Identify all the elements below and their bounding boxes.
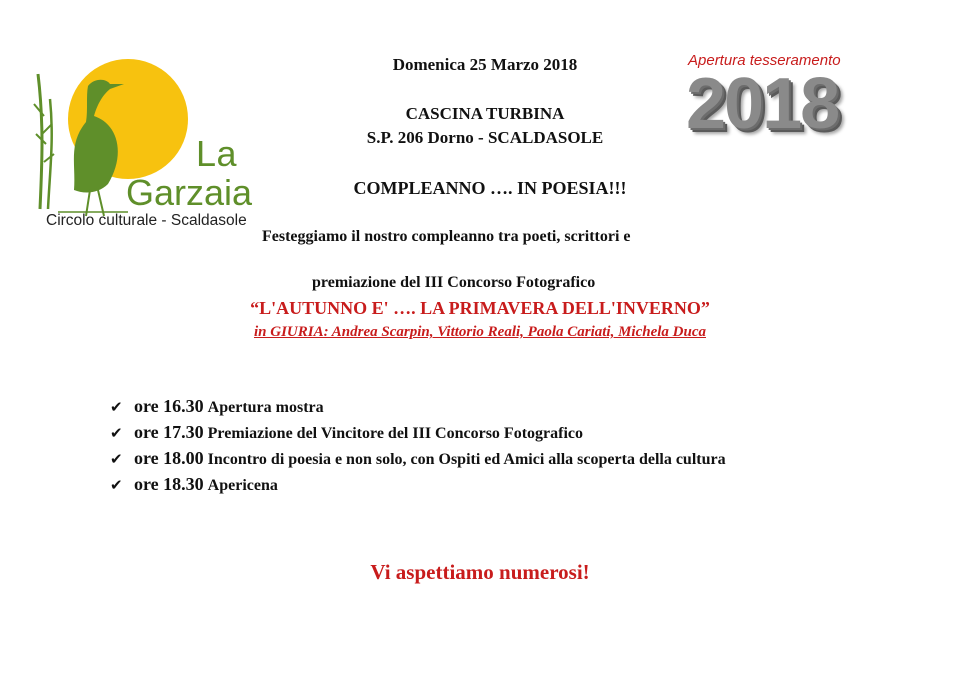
logo-subtitle: Circolo culturale - Scaldasole	[46, 212, 247, 229]
program-time: ore 16.30	[134, 396, 204, 416]
event-venue	[320, 102, 650, 150]
program-item	[110, 446, 810, 472]
checkmark-icon: ✔	[110, 424, 123, 442]
program-time: ore 17.30	[134, 422, 204, 442]
badge-year: 2018	[686, 64, 839, 144]
contest-title: “L'AUTUNNO E' …. LA PRIMAVERA DELL'INVERNO”	[250, 298, 710, 318]
program-item	[110, 394, 810, 420]
jury-list: in GIURIA: Andrea Scarpin, Vittorio Reali, Paola Cariati, Michela Duca	[253, 324, 706, 340]
program-item	[110, 472, 810, 498]
checkmark-icon: ✔	[110, 398, 123, 416]
checkmark-icon: ✔	[110, 450, 123, 468]
program-desc: Premiazione del Vincitore del III Concorso Fotografico	[207, 425, 583, 442]
venue-address: S.P. 206 Dorno - SCALDASOLE	[366, 128, 604, 147]
program-desc: Apericena	[207, 477, 278, 494]
program-time: ore 18.30	[134, 474, 204, 494]
logo-name-la: La	[196, 133, 238, 174]
contest-text: premiazione del III Concorso Fotografico	[312, 274, 596, 291]
event-date: Domenica 25 Marzo 2018	[392, 55, 578, 74]
program-item	[110, 420, 810, 446]
logo	[28, 44, 253, 244]
program-desc: Incontro di poesia e non solo, con Ospiti ed Amici alla scoperta della cultura	[207, 451, 726, 468]
program-list	[110, 394, 810, 498]
program-time: ore 18.00	[134, 448, 204, 468]
closing-message: Vi aspettiamo numerosi!	[370, 560, 590, 584]
checkmark-icon: ✔	[110, 476, 123, 494]
venue-name: CASCINA TURBINA	[405, 104, 565, 123]
logo-name-garzaia: Garzaia	[126, 172, 253, 213]
event-title: COMPLEANNO …. IN POESIA!!!	[353, 178, 627, 198]
celebrate-text: Festeggiamo il nostro compleanno tra poeti, scrittori e	[262, 228, 631, 245]
program-desc: Apertura mostra	[207, 399, 324, 416]
badge-caption: Apertura tesseramento	[688, 52, 841, 69]
membership-badge	[682, 50, 922, 145]
